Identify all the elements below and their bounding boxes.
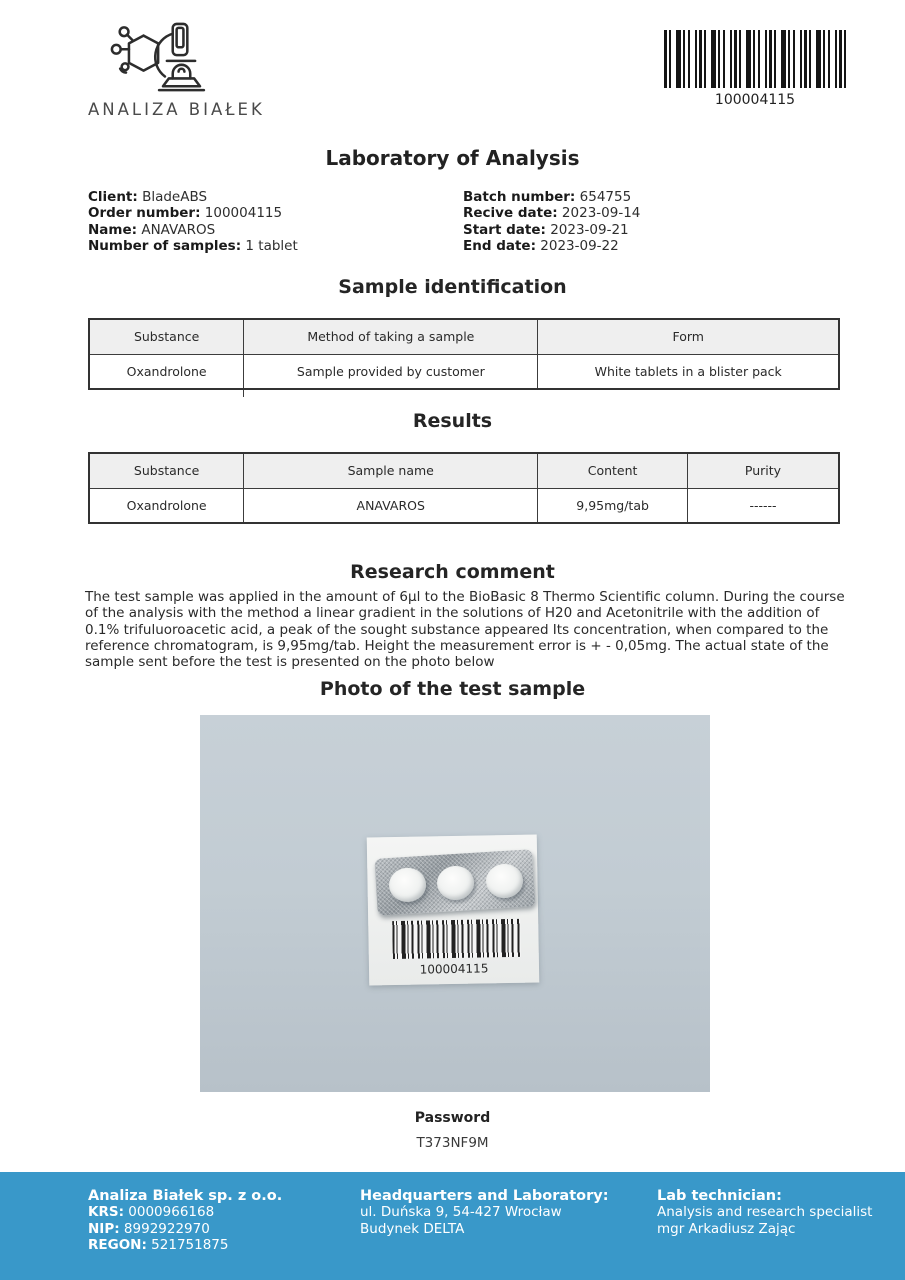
column-header: Form — [538, 319, 839, 354]
krs-row — [88, 1204, 282, 1220]
microscope-molecule-icon — [104, 22, 222, 94]
tablet — [436, 865, 475, 901]
footer-headquarters — [360, 1188, 609, 1237]
samples-value: 1 tablet — [245, 238, 298, 255]
table-header-row — [89, 453, 839, 488]
footer-technician — [657, 1188, 872, 1237]
logo-text: ANALIZA BIAŁEK — [88, 100, 265, 119]
nip-value: 8992922970 — [123, 1220, 210, 1237]
results-title: Results — [412, 410, 493, 432]
column-header: Substance — [89, 453, 244, 488]
technician-role: Analysis and research specialist — [657, 1204, 873, 1221]
purity-cell: ------ — [687, 488, 839, 523]
sample-identification-title: Sample identification — [338, 276, 567, 298]
batch-row — [463, 189, 640, 205]
headquarters-building: Budynek DELTA — [360, 1220, 465, 1237]
client-row — [88, 189, 298, 205]
order-number-label: Order number: — [88, 205, 201, 222]
regon-value: 521751875 — [151, 1237, 229, 1254]
samples-row — [88, 238, 298, 254]
nip-row — [88, 1221, 282, 1237]
barcode-number: 100004115 — [714, 92, 796, 108]
end-date-label: End date: — [463, 238, 536, 255]
receive-date-label: Recive date: — [463, 205, 558, 222]
photo-barcode-number: 100004115 — [419, 961, 489, 977]
client-label: Client: — [88, 189, 138, 205]
password-value: T373NF9M — [416, 1135, 489, 1151]
start-date-value: 2023-09-21 — [550, 221, 629, 238]
batch-label: Batch number: — [463, 189, 576, 205]
company-name: Analiza Białek sp. z o.o. — [88, 1188, 283, 1204]
blister-pack — [374, 849, 535, 916]
company-logo — [88, 22, 265, 119]
footer — [0, 1172, 905, 1280]
regon-row — [88, 1237, 282, 1253]
column-header: Substance — [89, 319, 244, 354]
client-value: BladeABS — [142, 189, 208, 205]
order-info-right — [463, 189, 640, 255]
order-number-value: 100004115 — [204, 205, 283, 222]
regon-label: REGON: — [88, 1237, 147, 1254]
name-row — [88, 222, 298, 238]
footer-company-info — [88, 1188, 282, 1254]
krs-label: KRS: — [88, 1204, 124, 1221]
table-border-artifact — [243, 390, 244, 397]
end-date-value: 2023-09-22 — [540, 238, 619, 255]
page-title: Laboratory of Analysis — [325, 146, 580, 170]
barcode-image — [664, 30, 846, 88]
sample-name-cell: ANAVAROS — [244, 488, 538, 523]
samples-label: Number of samples: — [88, 238, 242, 255]
end-date-row — [463, 238, 640, 254]
sample-photo — [200, 715, 710, 1092]
receive-date-row — [463, 205, 640, 221]
research-comment-title: Research comment — [350, 561, 555, 583]
photo-barcode-image — [392, 919, 521, 959]
headquarters-address: ul. Duńska 9, 54-427 Wrocław — [360, 1204, 562, 1221]
table-row — [89, 354, 839, 389]
nip-label: NIP: — [88, 1220, 120, 1237]
substance-cell: Oxandrolone — [89, 488, 244, 523]
technician-name: mgr Arkadiusz Zając — [657, 1220, 796, 1237]
column-header: Purity — [687, 453, 839, 488]
technician-title: Lab technician: — [657, 1188, 782, 1204]
order-barcode-block — [664, 30, 846, 108]
tablet — [388, 867, 427, 903]
method-cell: Sample provided by customer — [244, 354, 538, 389]
substance-cell: Oxandrolone — [89, 354, 244, 389]
start-date-label: Start date: — [463, 221, 546, 238]
content-cell: 9,95mg/tab — [538, 488, 688, 523]
photo-section-title: Photo of the test sample — [319, 678, 586, 700]
headquarters-title: Headquarters and Laboratory: — [360, 1188, 609, 1204]
column-header: Content — [538, 453, 688, 488]
password-block — [0, 1110, 905, 1151]
table-header-row — [89, 319, 839, 354]
tablet — [485, 863, 524, 899]
receive-date-value: 2023-09-14 — [561, 205, 641, 222]
form-cell: White tablets in a blister pack — [538, 354, 839, 389]
table-row — [89, 488, 839, 523]
password-label: Password — [414, 1110, 491, 1126]
column-header: Method of taking a sample — [244, 319, 538, 354]
name-value: ANAVAROS — [141, 221, 216, 238]
start-date-row — [463, 222, 640, 238]
batch-value: 654755 — [579, 189, 632, 205]
order-number-row — [88, 205, 298, 221]
name-label: Name: — [88, 221, 138, 238]
order-info-left — [88, 189, 298, 255]
results-table — [88, 452, 840, 524]
research-comment-text: The test sample was applied in the amount of 6μl to the BioBasic 8 Thermo Scientific column. During the course of the analysis with the method a linear gradient in the solutions of H20 and Acetonitrile with the addition of 0.1% trifuluoroacetic acid, a peak of the sought substance appeared Its concentration, when compared to the reference chromatogram, is 9,95mg/tab. Height the measurement error is + - 0,05mg. The actual state of the sample sent before the test is presented on the photo below — [85, 589, 845, 671]
column-header: Sample name — [244, 453, 538, 488]
krs-value: 0000966168 — [128, 1204, 215, 1221]
sample-identification-table — [88, 318, 840, 390]
